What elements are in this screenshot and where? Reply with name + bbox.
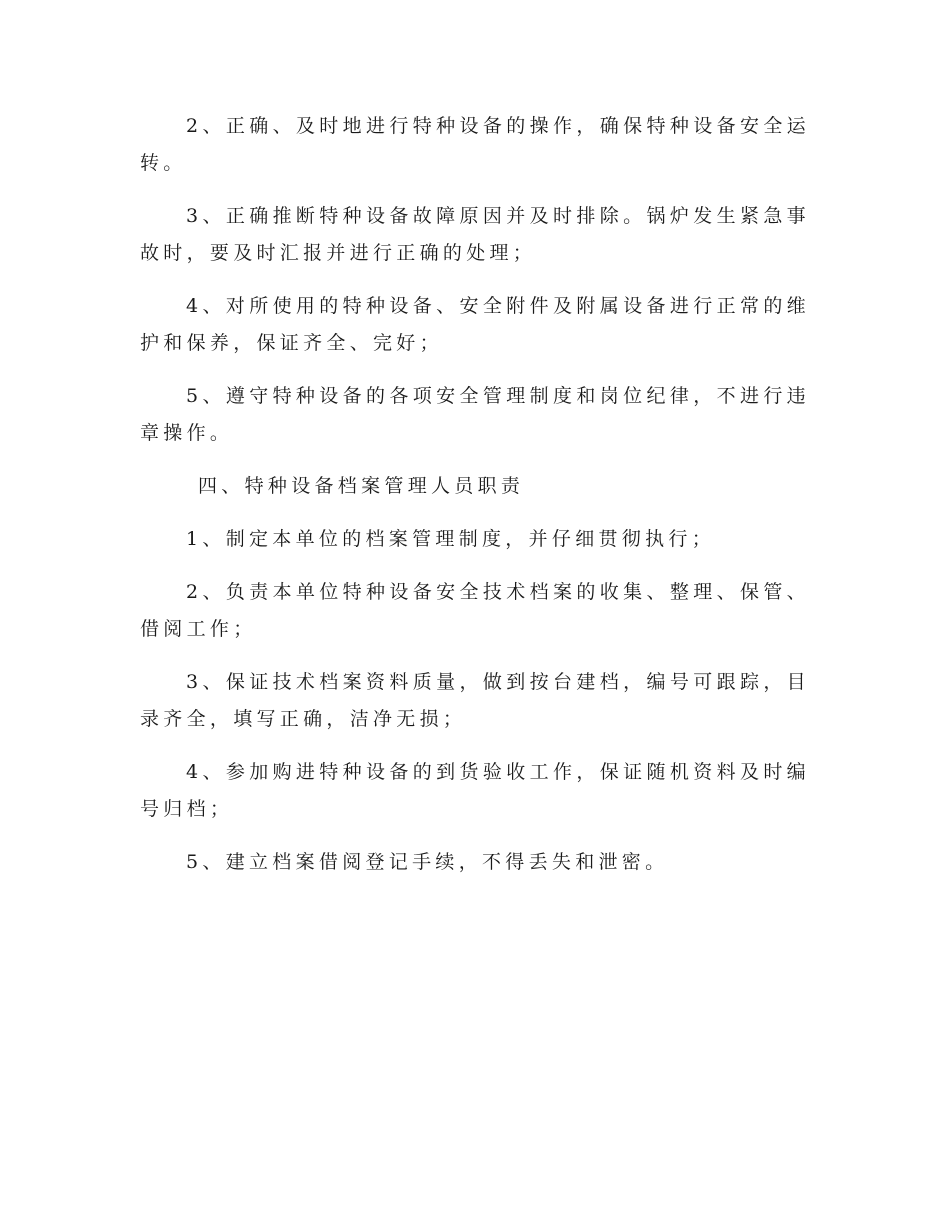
operator-duty-item-2: 2、正确、及时地进行特种设备的操作，确保特种设备安全运转。	[140, 115, 810, 174]
archive-duty-item-2: 2、负责本单位特种设备安全技术档案的收集、整理、保管、借阅工作；	[140, 581, 810, 640]
document-body	[140, 108, 810, 897]
archive-duty-item-5: 5、建立档案借阅登记手续，不得丢失和泄密。	[186, 851, 669, 873]
archive-duty-item-3: 3、保证技术档案资料质量，做到按台建档，编号可跟踪，目录齐全，填写正确，洁净无损；	[140, 671, 810, 730]
operator-duty-item-3: 3、正确推断特种设备故障原因并及时排除。锅炉发生紧急事故时，要及时汇报并进行正确的处理；	[140, 205, 810, 264]
section-heading-archive-staff: 四、特种设备档案管理人员职责	[198, 475, 525, 497]
archive-duty-item-1: 1、制定本单位的档案管理制度，并仔细贯彻执行；	[186, 528, 715, 550]
operator-duty-item-4: 4、对所使用的特种设备、安全附件及附属设备进行正常的维护和保养，保证齐全、完好；	[140, 295, 810, 354]
operator-duty-item-5: 5、遵守特种设备的各项安全管理制度和岗位纪律，不进行违章操作。	[140, 385, 810, 444]
archive-duty-item-4: 4、参加购进特种设备的到货验收工作，保证随机资料及时编号归档；	[140, 761, 810, 820]
